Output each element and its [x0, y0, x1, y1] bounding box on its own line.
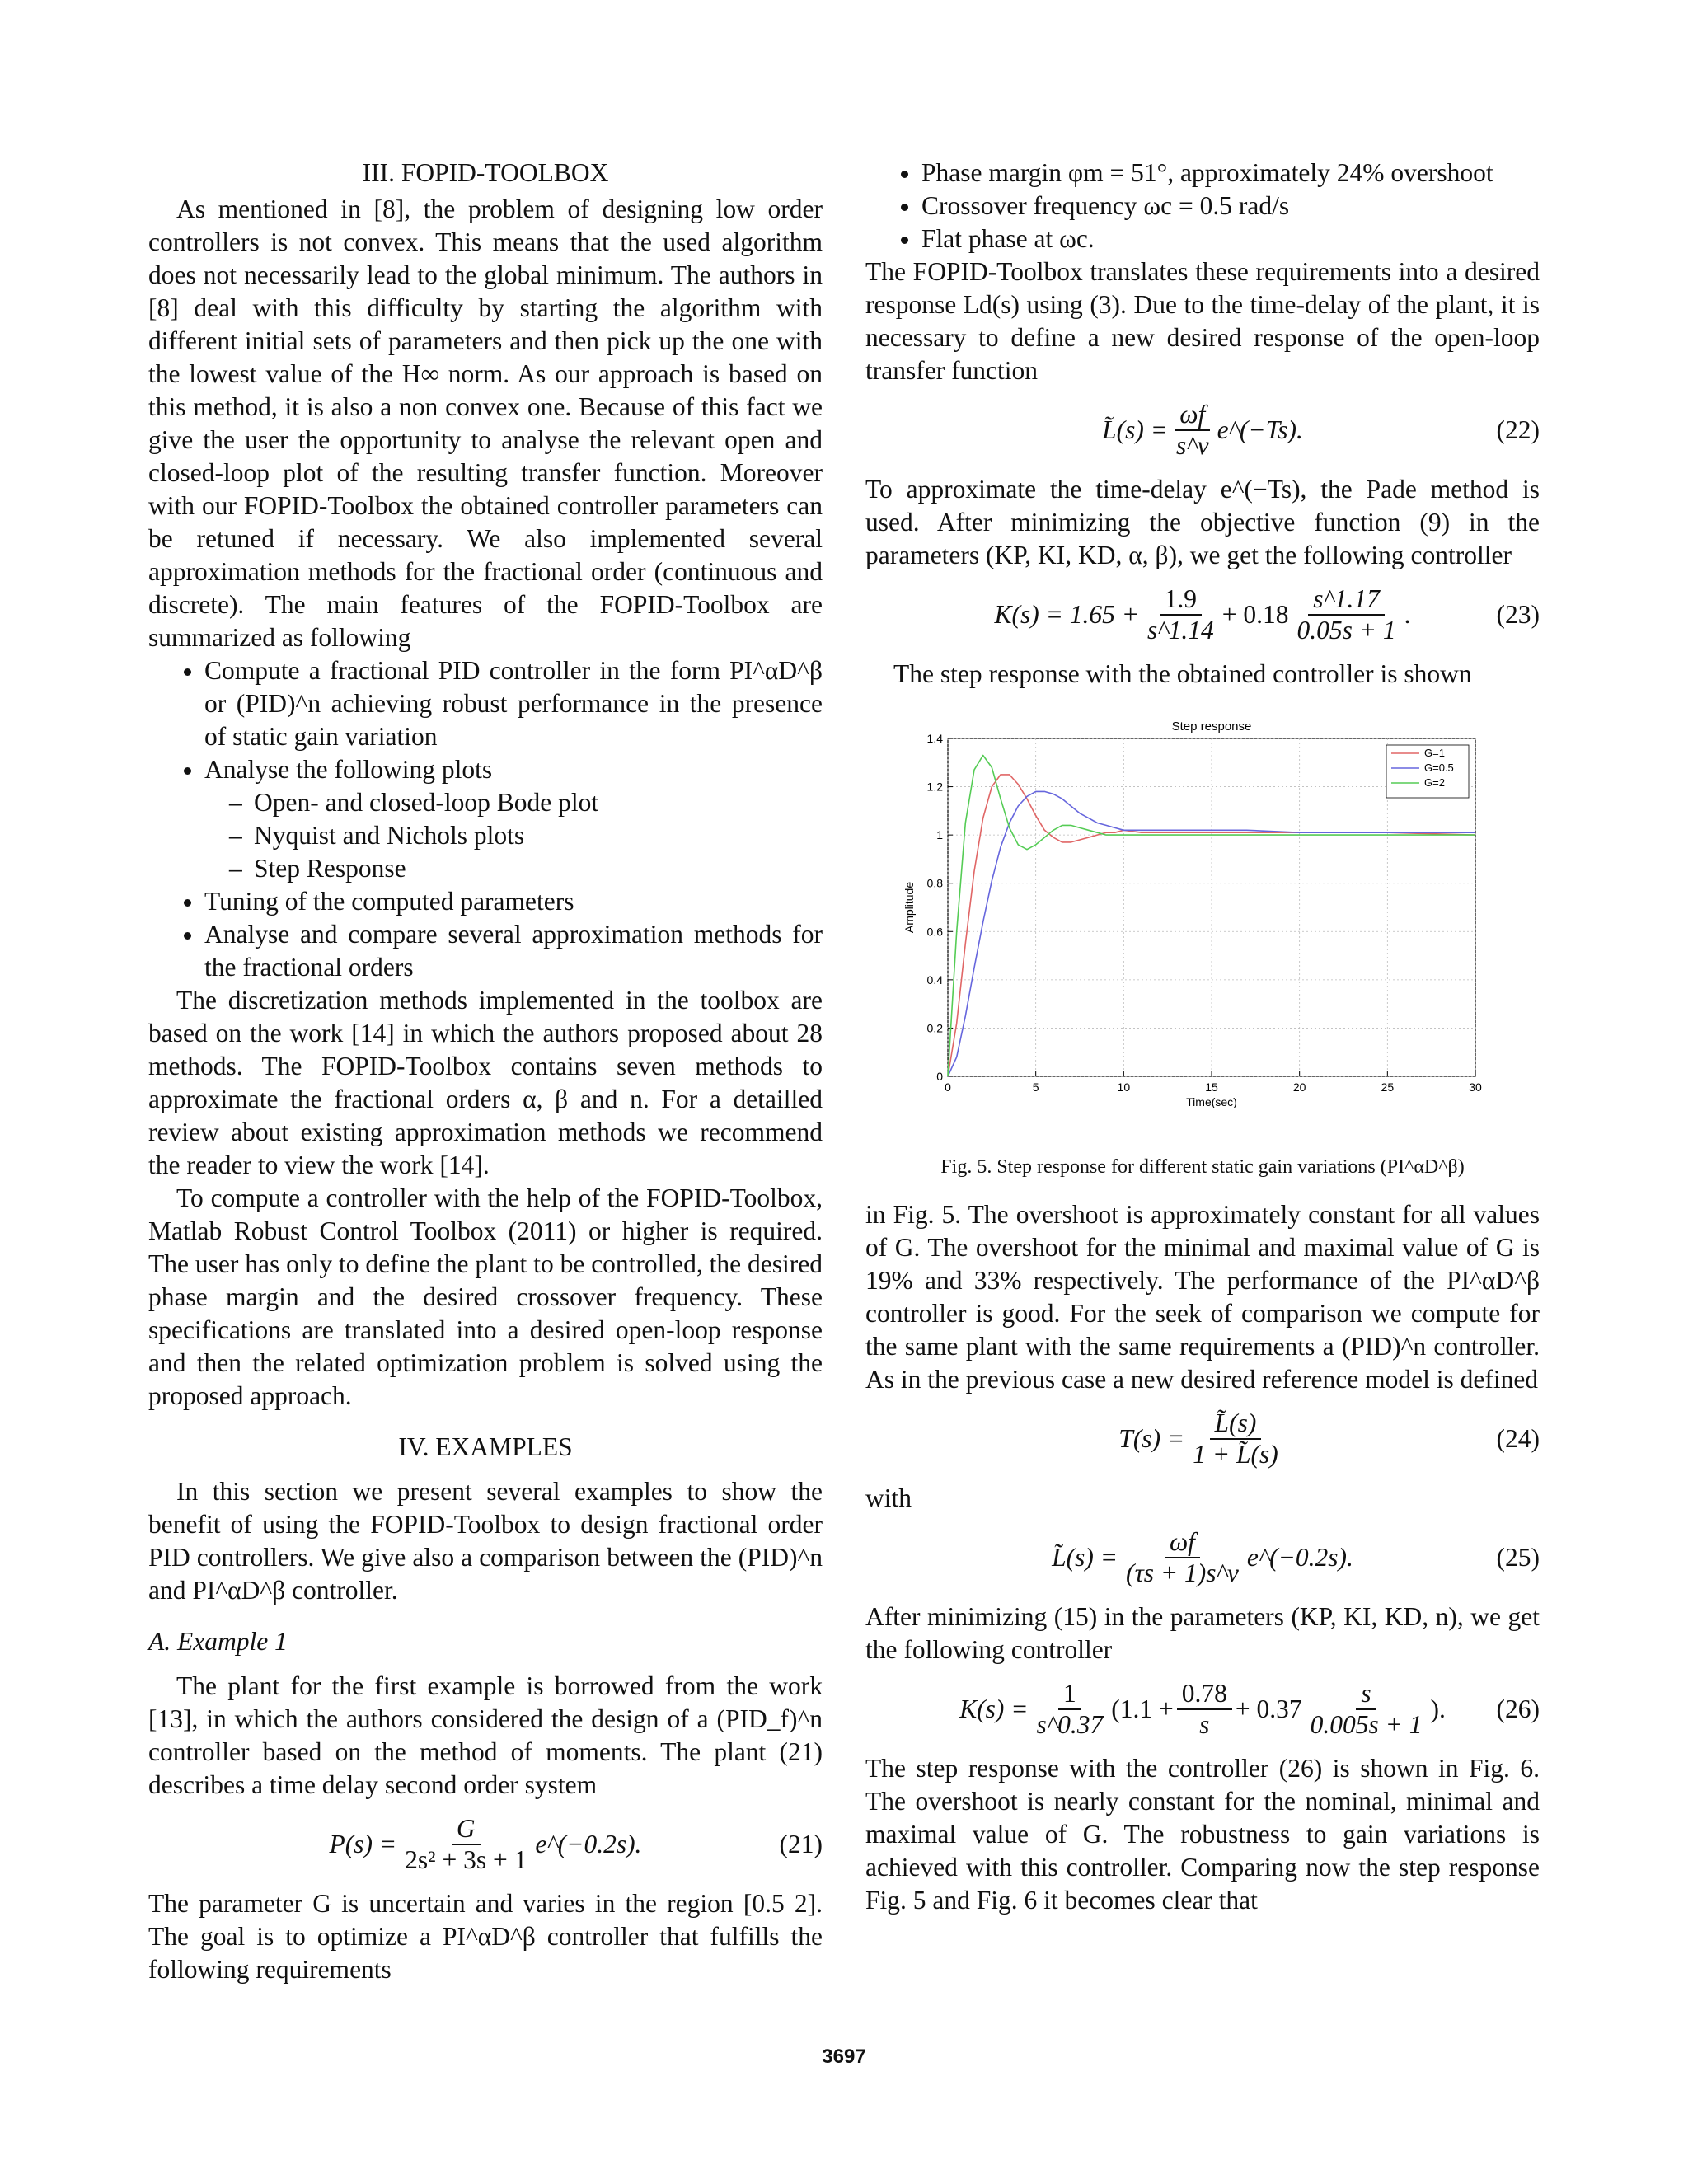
- eq26-middle-1: (1.1 +: [1111, 1694, 1174, 1723]
- eq25-denominator: (τs + 1)s^v: [1126, 1558, 1239, 1587]
- eq23-numerator-1: 1.9: [1160, 584, 1202, 616]
- y-tick-label: 0.4: [926, 972, 943, 987]
- plot-item-3: – Step Response: [254, 852, 823, 885]
- equation-26: [865, 1673, 1540, 1746]
- y-tick-label: 1.2: [926, 780, 943, 794]
- equation-24: [865, 1403, 1540, 1475]
- y-tick-label: 1.4: [926, 732, 943, 745]
- eq24-fraction: [1188, 1408, 1283, 1469]
- legend-label: G=1: [1424, 747, 1445, 759]
- right-paragraph-5: After minimizing (15) in the parameters (KP, KI, KD, n), we get the following controller: [865, 1602, 1540, 1664]
- subsection-a-title: A. Example 1: [148, 1627, 288, 1656]
- x-tick-label: 10: [1117, 1080, 1131, 1094]
- feature-item-1: • Compute a fractional PID controller in the form PI^αD^β or (PID)^n achieving robust performance in the presence of static gain variation: [204, 654, 823, 753]
- eq25-numerator: ωf: [1165, 1527, 1200, 1558]
- eq22-number: (22): [1496, 415, 1540, 444]
- eq26-fraction-3: [1306, 1679, 1428, 1740]
- equation-23: [865, 579, 1540, 651]
- eq25-fraction: [1121, 1527, 1244, 1588]
- eq26-denominator-1: s^0.37: [1036, 1710, 1104, 1739]
- x-tick-label: 20: [1292, 1080, 1306, 1094]
- with-word: with: [865, 1483, 912, 1512]
- eq25-lhs: L̃(s) =: [1052, 1543, 1118, 1572]
- legend-label: G=2: [1424, 776, 1445, 789]
- equation-25: [865, 1521, 1540, 1594]
- example-1-paragraph-2: The parameter G is uncertain and varies in the region [0.5 2]. The goal is to optimize a PI^αD^β controller that fulfills the following requirements: [148, 1889, 823, 1984]
- example-1-paragraph-1: The plant for the first example is borrowed from the work [13], in which the authors considered the design of a (PID_f)^n controller based on the method of moments. The plant (21) describes a time delay second order system: [148, 1671, 823, 1799]
- feature-item-2-text: Analyse the following plots: [204, 755, 493, 784]
- eq25-number: (25): [1496, 1543, 1540, 1572]
- section-4-paragraph-1: In this section we present several examples to show the benefit of using the FOPID-Toolbox to design fractional order PID controllers. We give also a comparison between the (PID)^n and PI^αD^β controller.: [148, 1477, 823, 1605]
- section-3-title-text: III. FOPID-TOOLBOX: [362, 158, 609, 187]
- eq23-lhs: K(s) = 1.65 +: [994, 600, 1140, 629]
- left-column: [148, 157, 823, 1986]
- feature-item-3: • Tuning of the computed parameters: [204, 885, 823, 918]
- x-tick-label: 25: [1381, 1080, 1395, 1094]
- eq25-tail: e^(−0.2s).: [1246, 1543, 1353, 1572]
- eq23-numerator-2: s^1.17: [1308, 584, 1385, 616]
- eq23-fraction-2: [1292, 584, 1400, 645]
- section-3-title: [148, 157, 823, 190]
- section-3-paragraph-1: As mentioned in [8], the problem of designing low order controllers is not convex. This means that the used algorithm does not necessarily lead to the global minimum. The authors in [8] deal with this difficulty by starting the algorithm with different initial sets of parameters and then pick up the one with the lowest value of the H∞ norm. As our approach is based on this method, it is also a non convex one. Because of this fact we give the user the opportunity to analyse the relevant open and closed-loop plot of the resulting transfer function. Moreover with our FOPID-Toolbox the obtained controller parameters can be retuned if necessary. We also implemented several approximation methods for the fractional order (continuous and discrete). The main features of the FOPID-Toolbox are summarized as following: [148, 194, 823, 652]
- section-4-title: [148, 1431, 823, 1464]
- right-paragraph-3: The step response with the obtained controller is shown: [893, 659, 1472, 688]
- right-paragraph-1: The FOPID-Toolbox translates these requirements into a desired response Ld(s) using (3). Due to the time-delay of the plant, it is necessary to define a new desired response of the open-loop transfer function: [865, 257, 1540, 385]
- eq26-numerator-1: 1: [1058, 1679, 1081, 1710]
- eq26-lhs: K(s) =: [959, 1694, 1029, 1723]
- right-paragraph-2: To approximate the time-delay e^(−Ts), the Pade method is used. After minimizing the objective function (9) in the parameters (KP, KI, KD, α, β), we get the following controller: [865, 475, 1540, 569]
- requirements-list: [865, 157, 1540, 255]
- section-4-title-text: IV. EXAMPLES: [398, 1432, 573, 1461]
- feature-item-2: [204, 753, 823, 885]
- chart-title: Step response: [1171, 719, 1252, 733]
- step-response-chart: [865, 704, 1540, 1132]
- eq24-denominator: 1 + L̃(s): [1193, 1440, 1278, 1469]
- eq22-denominator: s^v: [1176, 431, 1209, 460]
- equation-21: [148, 1808, 823, 1881]
- eq26-denominator-2: s: [1199, 1710, 1210, 1739]
- eq26-fraction-2: [1177, 1679, 1232, 1740]
- y-tick-label: 0: [936, 1070, 943, 1083]
- requirement-item-1: • Phase margin φm = 51°, approximately 24% overshoot: [921, 157, 1540, 190]
- eq21-lhs: P(s) =: [329, 1830, 397, 1858]
- plot-item-2: – Nyquist and Nichols plots: [254, 819, 823, 852]
- features-list: [148, 654, 823, 984]
- eq26-middle-2: + 0.37: [1235, 1694, 1302, 1723]
- eq22-tail: e^(−Ts).: [1217, 415, 1303, 444]
- eq21-denominator: 2s² + 3s + 1: [405, 1845, 528, 1874]
- eq26-tail: ).: [1430, 1694, 1446, 1723]
- equation-22: [865, 394, 1540, 466]
- eq23-tail: .: [1404, 600, 1411, 629]
- eq26-numerator-2: 0.78: [1177, 1679, 1232, 1710]
- y-tick-label: 1: [936, 828, 943, 842]
- eq22-numerator: ωf: [1175, 400, 1210, 431]
- legend-label: G=0.5: [1424, 762, 1454, 774]
- eq23-denominator-2: 0.05s + 1: [1296, 616, 1396, 644]
- requirement-item-3: • Flat phase at ωc.: [921, 223, 1540, 255]
- eq22-fraction: [1171, 400, 1214, 461]
- eq21-fraction: [400, 1814, 532, 1875]
- eq22-lhs: L̃(s) =: [1102, 415, 1169, 444]
- y-tick-label: 0.2: [926, 1021, 943, 1035]
- feature-item-4: • Analyse and compare several approximation methods for the fractional orders: [204, 918, 823, 984]
- eq23-denominator-1: s^1.14: [1147, 616, 1214, 644]
- y-tick-label: 0.6: [926, 925, 943, 939]
- requirement-item-2: • Crossover frequency ωc = 0.5 rad/s: [921, 190, 1540, 223]
- eq21-numerator: G: [452, 1814, 481, 1845]
- plot-item-1: – Open- and closed-loop Bode plot: [254, 786, 823, 819]
- eq23-number: (23): [1496, 600, 1540, 629]
- figure-5-caption: Fig. 5. Step response for different static gain variations (PI^αD^β): [940, 1156, 1465, 1178]
- figure-5: [865, 704, 1540, 1183]
- eq23-fraction-1: [1142, 584, 1219, 645]
- x-tick-label: 5: [1032, 1080, 1039, 1094]
- section-3-paragraph-3: To compute a controller with the help of the FOPID-Toolbox, Matlab Robust Control Toolbox (2011) or higher is required. The user has only to define the plant to be controlled, the desired phase margin and the desired crossover frequency. These specifications are translated into a desired open-loop response and then the related optimization problem is solved using the proposed approach.: [148, 1183, 823, 1410]
- x-tick-label: 30: [1469, 1080, 1482, 1094]
- eq24-numerator: L̃(s): [1210, 1408, 1262, 1440]
- eq23-middle: + 0.18: [1221, 600, 1289, 629]
- right-paragraph-4: in Fig. 5. The overshoot is approximately constant for all values of G. The overshoot for the minimal and maximal value of G is 19% and 33% respectively. The performance of the PI^αD^β controller is good. For the seek of comparison we compute for the same plant with the same requirements a (PID)^n controller. As in the previous case a new desired reference model is defined: [865, 1200, 1540, 1394]
- x-tick-label: 15: [1205, 1080, 1218, 1094]
- eq26-denominator-3: 0.005s + 1: [1310, 1710, 1423, 1739]
- x-tick-label: 0: [945, 1080, 951, 1094]
- eq26-number: (26): [1496, 1694, 1540, 1723]
- eq26-fraction-1: [1032, 1679, 1109, 1740]
- plots-sublist: [204, 786, 823, 885]
- eq21-number: (21): [779, 1830, 823, 1858]
- page-number: 3697: [822, 2046, 866, 2068]
- y-tick-label: 0.8: [926, 876, 943, 890]
- eq24-number: (24): [1496, 1424, 1540, 1453]
- x-axis-label: Time(sec): [1186, 1095, 1237, 1108]
- right-column: [865, 157, 1540, 1917]
- section-3-paragraph-2: The discretization methods implemented in the toolbox are based on the work [14] in which the authors proposed about 28 methods. The FOPID-Toolbox contains seven methods to approximate the fractional orders α, β and n. For a detailled review about existing approximation methods we recommend the reader to view the work [14].: [148, 986, 823, 1179]
- eq24-lhs: T(s) =: [1118, 1424, 1185, 1453]
- right-paragraph-6: The step response with the controller (26) is shown in Fig. 6. The overshoot is nearly constant for the nominal, minimal and maximal value of G. The robustness to gain variations is achieved with this controller. Comparing now the step response Fig. 5 and Fig. 6 it becomes clear that: [865, 1754, 1540, 1915]
- eq26-numerator-3: s: [1356, 1679, 1376, 1710]
- y-axis-label: Amplitude: [903, 881, 916, 934]
- eq21-tail: e^(−0.2s).: [535, 1830, 642, 1858]
